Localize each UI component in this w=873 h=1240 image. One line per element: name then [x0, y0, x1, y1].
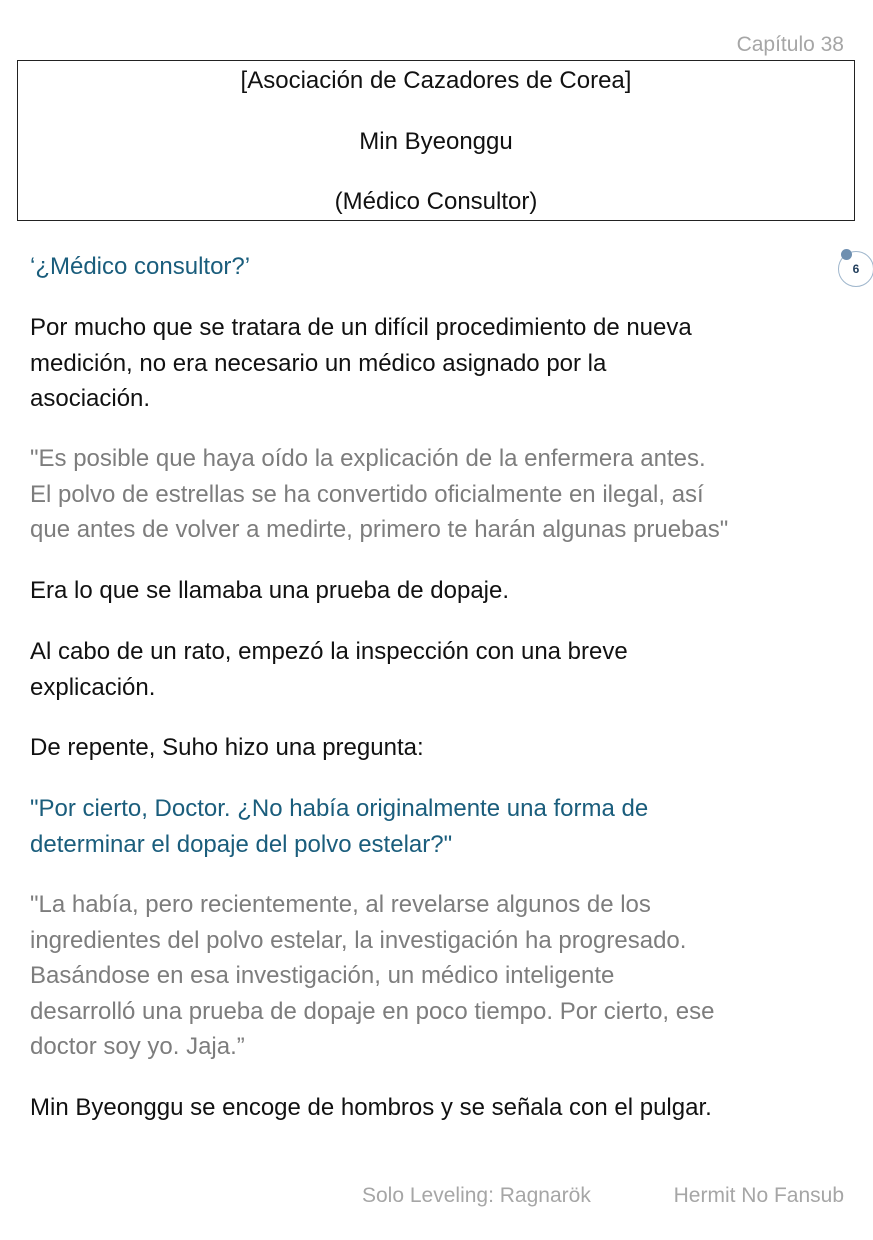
- paragraph-thought: ‘¿Médico consultor?’: [30, 253, 251, 280]
- paragraph-narration-1: Por mucho que se tratara de un difícil procedimiento de nueva medición, no era necesario un médico asignado por la asociación.: [30, 314, 692, 412]
- paragraph-narration-3: Al cabo de un rato, empezó la inspección con una breve explicación.: [30, 638, 628, 701]
- chapter-label: Capítulo 38: [736, 33, 844, 56]
- paragraph-doctor-dialogue-1: "Es posible que haya oído la explicación de la enfermera antes. El polvo de estrellas se ha convertido oficialmente en ilegal, así que antes de volver a medirte, primero te harán algunas pruebas": [30, 445, 729, 543]
- paragraph-suho-dialogue: "Por cierto, Doctor. ¿No había originalmente una forma de determinar el dopaje del polvo estelar?": [30, 795, 649, 858]
- notice-line-association: [Asociación de Cazadores de Corea]: [240, 67, 632, 94]
- paragraph-narration-4: De repente, Suho hizo una pregunta:: [30, 734, 424, 761]
- notice-box: [17, 60, 855, 221]
- page-number-badge[interactable]: 6: [838, 251, 873, 287]
- paragraph-narration-2: Era lo que se llamaba una prueba de dopaje.: [30, 577, 510, 604]
- notice-line-title: (Médico Consultor): [334, 188, 538, 215]
- footer-credit: Hermit No Fansub: [673, 1184, 844, 1207]
- notice-line-name: Min Byeonggu: [359, 128, 513, 155]
- paragraph-narration-5: Min Byeonggu se encoge de hombros y se señala con el pulgar.: [30, 1094, 712, 1121]
- paragraph-doctor-dialogue-2: "La había, pero recientemente, al revelarse algunos de los ingredientes del polvo estelar, la investigación ha progresado. Basándose en esa investigación, un médico inteligente desarrolló una prueba de dopaje en poco tiempo. Por cierto, ese doctor soy yo. Jaja.”: [30, 891, 715, 1060]
- footer-title: Solo Leveling: Ragnarök: [362, 1184, 591, 1207]
